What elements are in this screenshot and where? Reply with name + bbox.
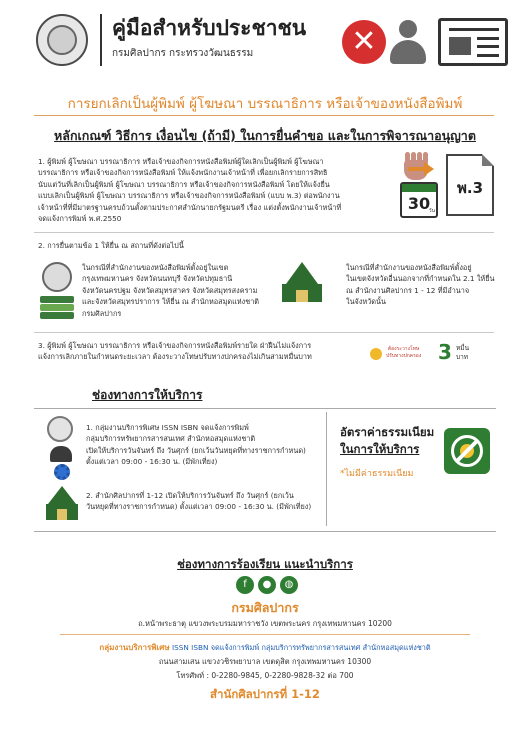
page-subtitle: กรมศิลปากร กระทรวงวัฒนธรรม bbox=[112, 48, 254, 59]
library-service-icon bbox=[44, 416, 78, 480]
fine-label-line: ปรับทางปกครอง bbox=[386, 353, 422, 359]
fine-unit-line: หมื่น bbox=[456, 344, 470, 352]
calendar-unit: วัน bbox=[428, 208, 435, 214]
form-label: พ.3 bbox=[456, 179, 484, 197]
section2-left-line: จังหวัดนครปฐม จังหวัดสมุทรสาคร จังหวัดสมุทรสงคราม bbox=[82, 285, 258, 295]
temple-icon bbox=[278, 262, 326, 304]
service-line: 2. สำนักศิลปากรที่ 1-12 เปิดให้บริการวันจันทร์ ถึง วันศุกร์ (ยกเว้น bbox=[86, 491, 294, 500]
temple-service-icon bbox=[44, 486, 80, 522]
fee-heading-line: อัตราค่าธรรมเนียม bbox=[340, 425, 435, 439]
section1-line: เจ้าหน้าที่ที่มีมาตรฐานครบถ้วนตั้งตามประกาศสำนักนายกรัฐมนตรี เรื่อง แต่งตั้งพนักงานเจ้าหน้าที่ bbox=[38, 202, 342, 212]
fine-label bbox=[386, 346, 421, 360]
title-rule bbox=[34, 115, 494, 116]
section2-left-line: กรุงเทพมหานคร จังหวัดนนทบุรี จังหวัดปทุมธานี bbox=[82, 274, 233, 284]
calendar-days: 30 bbox=[407, 194, 431, 213]
section2-left-line: ในกรณีที่สำนักงานของหนังสือพิมพ์ตั้งอยู่ในเขต bbox=[82, 263, 229, 272]
section1-line: นับแต่วันที่เลิกเป็นผู้พิมพ์ ผู้โฆษณา บรรณาธิการ หรือเจ้าของกิจการหนังสือพิมพ์ โดยให้แจ้งยื่น bbox=[38, 179, 330, 189]
web-icon[interactable]: ◍ bbox=[280, 576, 298, 594]
main-title: การยกเลิกเป็นผู้พิมพ์ ผู้โฆษณา บรรณาธิการ หรือเจ้าของหนังสือพิมพ์ bbox=[67, 96, 463, 112]
section1-line: บรรณาธิการ หรือเจ้าของกิจการหนังสือพิมพ์ ให้แจ้งพนักงานเจ้าหน้าที่ เพื่อยกเลิกรายการสิทธิ bbox=[38, 168, 328, 178]
facebook-icon[interactable]: f bbox=[236, 576, 254, 594]
section2-heading: 2. การยื่นตามข้อ 1 ให้ยื่น ณ สถานที่ดังต่อไปนี้ bbox=[38, 241, 184, 250]
coins-icon bbox=[370, 348, 382, 360]
fee-note: *ไม่มีค่าธรรมเนียม bbox=[340, 469, 414, 479]
header bbox=[10, 6, 520, 72]
arrow-right-icon bbox=[408, 164, 434, 174]
no-fee-icon bbox=[444, 428, 490, 474]
header-divider bbox=[100, 14, 102, 66]
fine-unit bbox=[456, 344, 469, 362]
fine-arts-dept-logo bbox=[36, 14, 88, 66]
contact-heading: ช่องทางการร้องเรียน แนะนำบริการ bbox=[177, 557, 353, 571]
calendar-icon bbox=[400, 182, 438, 218]
service-group-line bbox=[0, 641, 530, 654]
section1-line: 1. ผู้พิมพ์ ผู้โฆษณา บรรณาธิการ หรือเจ้าของกิจการหนังสือพิมพ์ผู้ใดเลิกเป็นผู้พิมพ์ ผู้โฆษณา bbox=[38, 157, 324, 166]
service-group-detail: ISSN ISBN จดแจ้งการพิมพ์ กลุ่มบริการทรัพยากรสารสนเทศ สำนักหอสมุดแห่งชาติ bbox=[171, 643, 431, 652]
services-heading: ช่องทางการให้บริการ bbox=[92, 388, 203, 402]
form-document-icon bbox=[446, 154, 494, 216]
section2-right-line: ในเขตจังหวัดอื่นนอกจากที่กำหนดใน 2.1 ให้ยื่น bbox=[346, 274, 495, 284]
service-group-name: กลุ่มงานบริการพิเศษ bbox=[99, 643, 170, 652]
service-line: เปิดให้บริการวันจันทร์ ถึง วันศุกร์ (ยกเว้นวันหยุดที่ทางราชการกำหนด) bbox=[86, 445, 306, 455]
service-group-address: ถนนสามเสน แขวงวชิรพยาบาล เขตดุสิต กรุงเทพมหานคร 10300 bbox=[158, 657, 372, 666]
section2-bangkok-text bbox=[82, 262, 259, 319]
fine-amount: 3 bbox=[438, 340, 452, 364]
divider bbox=[34, 332, 494, 333]
section1-text bbox=[38, 156, 341, 224]
service-line: วันหยุดที่ทางราชการกำหนด) ตั้งแต่เวลา 09:00 - 16:30 น. (มีพักเที่ยง) bbox=[86, 502, 312, 512]
books-icon bbox=[38, 262, 78, 320]
fee-heading-line: ในการให้บริการ bbox=[340, 442, 420, 456]
location-icon[interactable]: ● bbox=[258, 576, 276, 594]
service-item-offices bbox=[86, 490, 311, 513]
section3-line: แจ้งการเลิกภายในกำหนดระยะเวลา ต้องระวางโทษปรับทางปกครองไม่เกินสามหมื่นบาท bbox=[38, 352, 312, 362]
section2-right-line: ในจังหวัดนั้น bbox=[346, 297, 387, 307]
newspaper-icon bbox=[438, 18, 508, 66]
section2-province-text bbox=[346, 262, 495, 308]
service-line: กลุ่มบริการทรัพยากรสารสนเทศ สำนักหอสมุดแห่งชาติ bbox=[86, 434, 256, 444]
service-line: ตั้งแต่เวลา 09:00 - 16:30 น. (มีพักเที่ยง) bbox=[86, 457, 218, 467]
criteria-heading: หลักเกณฑ์ วิธีการ เงื่อนไข (ถ้ามี) ในการยื่นคำขอ และในการพิจารณาอนุญาต bbox=[54, 128, 476, 143]
section3-line: 3. ผู้พิมพ์ ผู้โฆษณา บรรณาธิการ หรือเจ้าของกิจการหนังสือพิมพ์รายใด ฝ่าฝืนไม่แจ้งการ bbox=[38, 341, 312, 350]
fine-label-line: ต้องระวางโทษ bbox=[387, 346, 420, 352]
regional-offices: สำนักศิลปากรที่ 1-12 bbox=[210, 687, 320, 701]
contact-rule bbox=[60, 634, 470, 635]
fine-unit-line: บาท bbox=[456, 353, 469, 361]
section2-right-line: ในกรณีที่สำนักงานของหนังสือพิมพ์ตั้งอยู่ bbox=[346, 263, 472, 272]
divider bbox=[34, 232, 494, 233]
service-item-library bbox=[86, 422, 306, 468]
section2-right-line: ณ สำนักงานศิลปากร 1 - 12 ที่มีอำนาจ bbox=[346, 285, 470, 295]
section2-left-line: กรมศิลปากร bbox=[82, 308, 122, 318]
page-title: คู่มือสำหรับประชาชน bbox=[112, 16, 307, 40]
section2-left-line: และจังหวัดสมุทรปราการ ให้ยื่น ณ สำนักหอสมุดแห่งชาติ bbox=[82, 297, 260, 307]
phone-number: โทรศัพท์ : 0-2280-9845, 0-2280-9828-32 ต่อ 700 bbox=[176, 671, 354, 680]
cancel-x-icon: ✕ bbox=[342, 20, 386, 64]
section3-text bbox=[38, 340, 312, 363]
services-divider bbox=[326, 412, 327, 526]
section1-line: จดแจ้งการพิมพ์ พ.ศ.2550 bbox=[38, 214, 122, 224]
department-name: กรมศิลปากร bbox=[231, 600, 299, 615]
department-address: ถ.หน้าพระธาตุ แขวงพระบรมมหาราชวัง เขตพระนคร กรุงเทพมหานคร 10200 bbox=[138, 619, 392, 628]
person-icon bbox=[386, 18, 430, 66]
fee-heading bbox=[340, 424, 434, 458]
section1-line: แบบเลิกเป็นผู้พิมพ์ ผู้โฆษณา บรรณาธิการ หรือเจ้าของกิจการหนังสือพิมพ์ (แบบ พ.3) ต่อพนักงาน bbox=[38, 191, 340, 201]
service-line: 1. กลุ่มงานบริการพิเศษ ISSN ISBN จดแจ้งการพิมพ์ bbox=[86, 423, 249, 432]
